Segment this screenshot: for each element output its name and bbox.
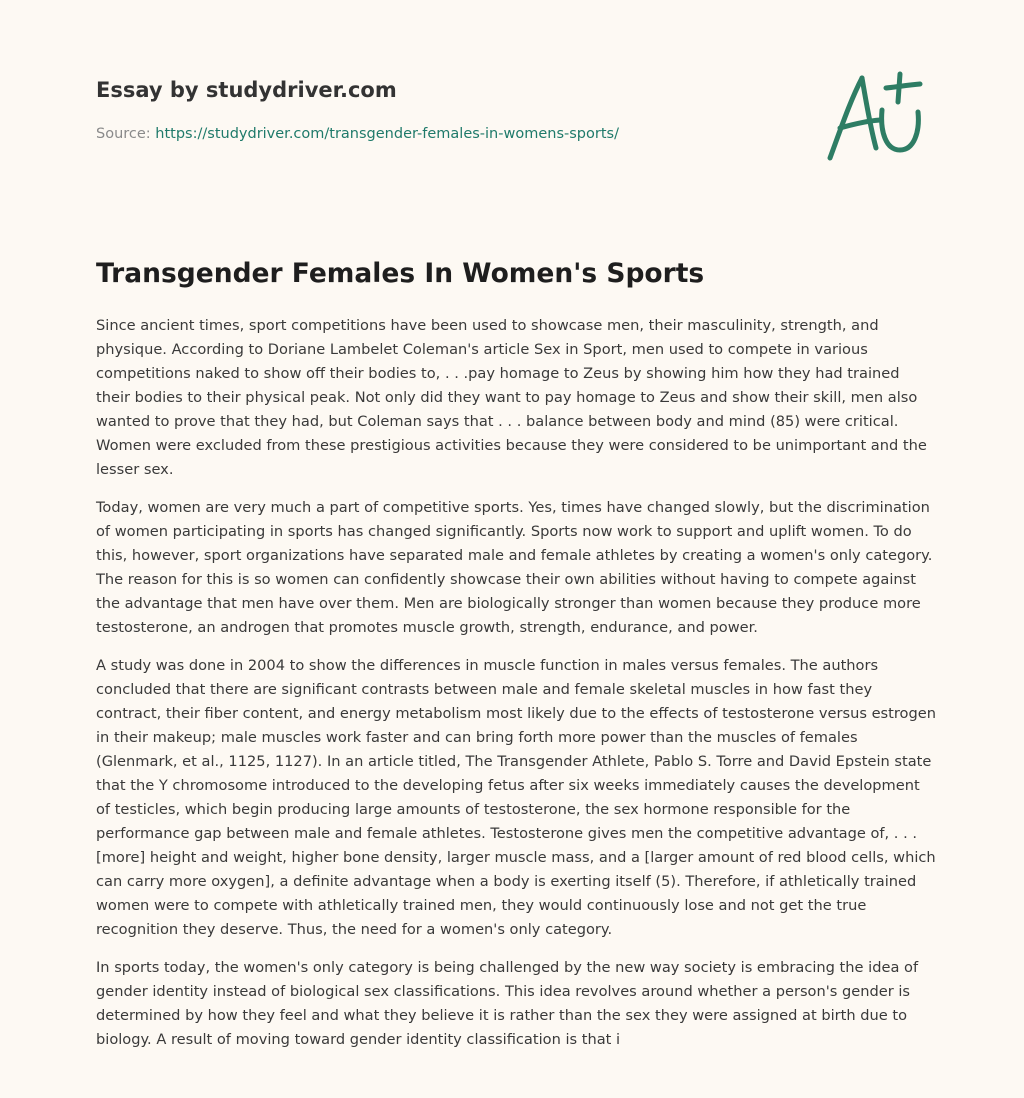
essay-title: Transgender Females In Women's Sports	[96, 258, 705, 289]
site-title: Essay by studydriver.com	[96, 78, 397, 102]
essay-header	[96, 76, 796, 144]
essay-paragraph: Since ancient times, sport competitions have been used to showcase men, their masculinity, strength, and physique. According to Doriane Lambelet Coleman's article Sex in Sport, men used to compete in various competitions naked to show off their bodies to, . . .pay homage to Zeus by showing him how they had trained their bodies to their physical peak. Not only did they want to pay homage to Zeus and show their skill, men also wanted to prove that they had, but Coleman says that . . . balance between body and mind (85) were critical. Women were excluded from these prestigious activities because they were considered to be unimportant and the lesser sex.	[96, 317, 927, 478]
source-link[interactable]: https://studydriver.com/transgender-females-in-womens-sports/	[155, 126, 619, 142]
essay-paragraph: In sports today, the women's only category is being challenged by the new way society is embracing the idea of gender identity instead of biological sex classifications. This idea revolves around whether a person's gender is determined by how they feel and what they believe it is rather than the sex they were assigned at birth due to biology. A result of moving toward gender identity classification is that i	[96, 959, 919, 1048]
essay-paragraph: A study was done in 2004 to show the differences in muscle function in males versus females. The authors concluded that there are significant contrasts between male and female skeletal muscles in how fast they contract, their fiber content, and energy metabolism most likely due to the effects of testosterone versus estrogen in their makeup; male muscles work faster and can bring forth more power than the muscles of females (Glenmark, et al., 1125, 1127). In an article titled, The Transgender Athlete, Pablo S. Torre and David Epstein state that the Y chromosome introduced to the developing fetus after six weeks immediately causes the development of testicles, which begin producing large amounts of testosterone, the sex hormone responsible for the performance gap between male and female athletes. Testosterone gives men the competitive advantage of, . . .[more] height and weight, higher bone density, larger muscle mass, and a [larger amount of red blood cells, which can carry more oxygen], a definite advantage when a body is exerting itself (5). Therefore, if athletically trained women were to compete with athletically trained men, they would continuously lose and not get the true recognition they deserve. Thus, the need for a women's only category.	[96, 657, 936, 938]
a-plus-grade-logo-icon	[820, 66, 930, 166]
essay-paragraph: Today, women are very much a part of competitive sports. Yes, times have changed slowly, but the discrimination of women participating in sports has changed significantly. Sports now work to support and uplift women. To do this, however, sport organizations have separated male and female athletes by creating a women's only category. The reason for this is so women can confidently showcase their own abilities without having to compete against the advantage that men have over them. Men are biologically stronger than women because they produce more testosterone, an androgen that promotes muscle growth, strength, endurance, and power.	[96, 499, 933, 636]
source-line	[96, 124, 796, 144]
essay-body	[96, 314, 936, 1066]
source-label: Source:	[96, 126, 156, 142]
